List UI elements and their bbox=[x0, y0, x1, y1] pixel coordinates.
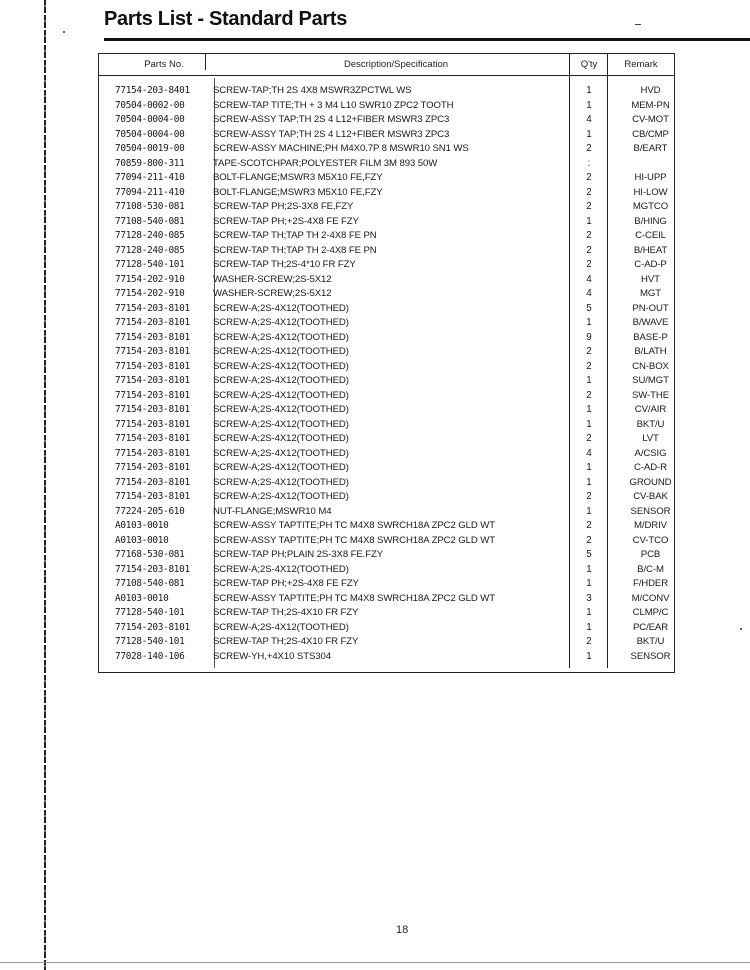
table-row bbox=[99, 418, 674, 433]
description-cell: SCREW-TAP PH;PLAIN 2S-3X8 FE.FZY bbox=[213, 549, 384, 560]
header-qty: Q'ty bbox=[580, 59, 598, 70]
remark-cell: BKT/U bbox=[636, 636, 665, 647]
description-cell: SCREW-A;2S-4X12(TOOTHED) bbox=[213, 331, 349, 343]
part-no-cell: 77154-203-8101 bbox=[115, 476, 190, 488]
description-cell: BOLT-FLANGE;MSWR3 M5X10 FE,FZY bbox=[213, 172, 383, 183]
description-cell: SCREW-ASSY TAPTITE;PH TC M4X8 SWRCH18A ZPC2 GLD WT bbox=[213, 592, 495, 604]
part-no-cell: 77128-240-085 bbox=[115, 230, 185, 241]
remark-cell: LVT bbox=[642, 433, 659, 444]
table-row bbox=[99, 229, 674, 244]
part-no-cell: 77154-203-8101 bbox=[115, 346, 190, 357]
table-row bbox=[99, 99, 674, 114]
qty-cell: 1 bbox=[586, 505, 592, 517]
qty-cell: 1 bbox=[586, 578, 592, 589]
description-cell: SCREW-TAP TITE;TH + 3 M4 L10 SWR10 ZPC2 TOOTH bbox=[213, 99, 454, 111]
remark-cell: GROUND bbox=[629, 476, 672, 488]
remark-cell: CV-TCO bbox=[632, 534, 669, 546]
part-no-cell: 77154-203-8101 bbox=[115, 462, 190, 473]
remark-cell: B/WAVE bbox=[632, 317, 669, 328]
description-cell: NUT-FLANGE;MSWR10 M4 bbox=[213, 505, 332, 517]
remark-cell: CV-BAK bbox=[633, 491, 668, 502]
description-cell: SCREW-A;2S-4X12(TOOTHED) bbox=[213, 302, 349, 314]
header-remark: Remark bbox=[624, 59, 658, 70]
remark-cell: PC/EAR bbox=[632, 621, 669, 633]
qty-cell: 2 bbox=[586, 534, 592, 546]
table-row bbox=[99, 592, 674, 607]
qty-cell: 2 bbox=[586, 520, 592, 531]
qty-cell: 1 bbox=[586, 85, 592, 96]
remark-cell: SW-THE bbox=[631, 389, 670, 401]
part-no-cell: A0103-0010 bbox=[115, 520, 169, 531]
remark-cell: A/CSIG bbox=[634, 447, 667, 459]
qty-cell: 1 bbox=[586, 607, 592, 618]
qty-cell: 1 bbox=[586, 99, 592, 111]
qty-cell: 4 bbox=[586, 288, 592, 299]
table-row bbox=[99, 258, 674, 273]
qty-cell: 1 bbox=[586, 317, 592, 328]
remark-cell: C-CEIL bbox=[635, 230, 666, 241]
table-row bbox=[99, 519, 674, 534]
bottom-rule bbox=[0, 962, 750, 963]
table-row bbox=[99, 635, 674, 650]
description-cell: SCREW-YH,+4X10 STS304 bbox=[213, 650, 331, 662]
qty-cell: 1 bbox=[586, 476, 592, 488]
table-row bbox=[99, 345, 674, 360]
part-no-cell: 70504-0004-00 bbox=[115, 128, 185, 140]
scan-speck bbox=[740, 628, 742, 630]
part-no-cell: 77154-203-8101 bbox=[115, 491, 190, 502]
table-row bbox=[99, 548, 674, 563]
remark-cell: M/DRIV bbox=[634, 520, 667, 531]
table-row bbox=[99, 316, 674, 331]
qty-cell: 2 bbox=[586, 186, 592, 198]
qty-cell: 1 bbox=[586, 563, 592, 575]
table-row bbox=[99, 331, 674, 346]
qty-cell: 2 bbox=[586, 259, 592, 270]
remark-cell: B/LATH bbox=[634, 346, 667, 357]
part-no-cell: 77028-140-106 bbox=[115, 650, 185, 662]
part-no-cell: 77094-211-410 bbox=[115, 172, 185, 183]
table-row bbox=[99, 447, 674, 462]
part-no-cell: 77154-203-8101 bbox=[115, 563, 190, 575]
description-cell: SCREW-A;2S-4X12(TOOTHED) bbox=[213, 447, 349, 459]
table-row bbox=[99, 461, 674, 476]
part-no-cell: 77154-202-910 bbox=[115, 273, 185, 285]
table-row bbox=[99, 157, 674, 172]
remark-cell: MGT bbox=[639, 288, 661, 299]
qty-cell: 2 bbox=[586, 346, 592, 357]
qty-cell: 2 bbox=[586, 433, 592, 444]
part-no-cell: 77108-530-081 bbox=[115, 201, 185, 212]
table-row bbox=[99, 476, 674, 491]
part-no-cell: A0103-0010 bbox=[115, 534, 169, 546]
description-cell: SCREW-TAP TH;2S-4X10 FR FZY bbox=[213, 636, 359, 647]
table-row bbox=[99, 128, 674, 143]
description-cell: SCREW-TAP;TH 2S 4X8 MSWR3ZPCTWL WS bbox=[213, 85, 412, 96]
qty-cell: 1 bbox=[586, 418, 592, 430]
description-cell: SCREW-A;2S-4X12(TOOTHED) bbox=[213, 476, 349, 488]
qty-cell: 2 bbox=[586, 244, 592, 256]
part-no-cell: 77128-540-101 bbox=[115, 636, 185, 647]
description-cell: SCREW-A;2S-4X12(TOOTHED) bbox=[213, 563, 349, 575]
remark-cell: B/EART bbox=[633, 143, 668, 154]
part-no-cell: 77154-202-910 bbox=[115, 288, 185, 299]
description-cell: SCREW-A;2S-4X12(TOOTHED) bbox=[213, 418, 349, 430]
part-no-cell: 77128-540-101 bbox=[115, 259, 185, 270]
part-no-cell: 77154-203-8101 bbox=[115, 433, 190, 444]
parts-table bbox=[98, 53, 675, 673]
remark-cell: HVT bbox=[641, 273, 660, 285]
qty-cell: 1 bbox=[586, 375, 592, 386]
table-row bbox=[99, 505, 674, 520]
page-title: Parts List - Standard Parts bbox=[104, 8, 348, 30]
remark-cell: MGTCO bbox=[632, 201, 669, 212]
part-no-cell: 77154-203-8101 bbox=[115, 389, 190, 401]
table-row bbox=[99, 84, 674, 99]
description-cell: SCREW-A;2S-4X12(TOOTHED) bbox=[213, 375, 349, 386]
remark-cell: HI-LOW bbox=[633, 186, 668, 198]
table-row bbox=[99, 142, 674, 157]
part-no-cell: 77108-540-081 bbox=[115, 215, 185, 227]
table-row bbox=[99, 287, 674, 302]
table-row bbox=[99, 534, 674, 549]
description-cell: SCREW-A;2S-4X12(TOOTHED) bbox=[213, 346, 349, 357]
table-row bbox=[99, 374, 674, 389]
qty-cell: 9 bbox=[586, 331, 592, 343]
qty-cell: : bbox=[587, 157, 591, 169]
part-no-cell: 77154-203-8101 bbox=[115, 302, 190, 314]
description-cell: SCREW-ASSY TAPTITE;PH TC M4X8 SWRCH18A ZPC2 GLD WT bbox=[213, 520, 495, 531]
table-row bbox=[99, 621, 674, 636]
description-cell: SCREW-A;2S-4X12(TOOTHED) bbox=[213, 491, 349, 502]
remark-cell: CV/AIR bbox=[634, 404, 667, 415]
remark-cell: SENSOR bbox=[630, 650, 671, 662]
binding-edge bbox=[44, 0, 46, 970]
remark-cell: CLMP/C bbox=[632, 607, 669, 618]
part-no-cell: 77128-540-101 bbox=[115, 607, 185, 618]
description-cell: SCREW-TAP PH;2S-3X8 FE,FZY bbox=[213, 201, 354, 212]
remark-cell: C-AD-P bbox=[634, 259, 667, 270]
table-row bbox=[99, 244, 674, 259]
part-no-cell: 77224-205-610 bbox=[115, 505, 185, 517]
description-cell: SCREW-A;2S-4X12(TOOTHED) bbox=[213, 389, 349, 401]
part-no-cell: 77154-203-8101 bbox=[115, 331, 190, 343]
remark-cell: CN-BOX bbox=[632, 360, 669, 372]
remark-cell: C-AD-R bbox=[634, 462, 667, 473]
qty-cell: 5 bbox=[586, 302, 592, 314]
description-cell: WASHER-SCREW;2S-5X12 bbox=[213, 288, 332, 299]
remark-cell: BASE-P bbox=[633, 331, 668, 343]
qty-cell: 1 bbox=[586, 404, 592, 415]
qty-cell: 1 bbox=[586, 621, 592, 633]
column-divider bbox=[205, 54, 206, 70]
table-row bbox=[99, 606, 674, 621]
part-no-cell: 77154-203-8101 bbox=[115, 447, 190, 459]
table-row bbox=[99, 490, 674, 505]
remark-cell: PCB bbox=[640, 549, 661, 560]
part-no-cell: 70504-0002-00 bbox=[115, 99, 185, 111]
remark-cell: B/C-M bbox=[637, 563, 664, 575]
qty-cell: 2 bbox=[586, 636, 592, 647]
qty-cell: 1 bbox=[586, 462, 592, 473]
description-cell: SCREW-A;2S-4X12(TOOTHED) bbox=[213, 621, 349, 633]
table-body bbox=[99, 84, 674, 664]
table-row bbox=[99, 171, 674, 186]
title-underline bbox=[104, 38, 750, 41]
remark-cell: B/HING bbox=[634, 215, 667, 227]
table-row bbox=[99, 113, 674, 128]
qty-cell: 2 bbox=[586, 172, 592, 183]
description-cell: SCREW-TAP TH;2S-4X10 FR FZY bbox=[213, 607, 359, 618]
table-row bbox=[99, 360, 674, 375]
table-row bbox=[99, 215, 674, 230]
qty-cell: 2 bbox=[586, 360, 592, 372]
part-no-cell: 77094-211-410 bbox=[115, 186, 185, 198]
description-cell: SCREW-A;2S-4X12(TOOTHED) bbox=[213, 462, 349, 473]
part-no-cell: 70504-0019-00 bbox=[115, 143, 185, 154]
remark-cell: BKT/U bbox=[636, 418, 665, 430]
qty-cell: 2 bbox=[586, 143, 592, 154]
table-row bbox=[99, 432, 674, 447]
description-cell: SCREW-A;2S-4X12(TOOTHED) bbox=[213, 317, 349, 328]
part-no-cell: 77108-540-081 bbox=[115, 578, 185, 589]
description-cell: SCREW-ASSY TAPTITE;PH TC M4X8 SWRCH18A ZPC2 GLD WT bbox=[213, 534, 495, 546]
remark-cell: MEM-PN bbox=[631, 99, 670, 111]
remark-cell: CB/CMP bbox=[632, 128, 669, 140]
part-no-cell: 77154-203-8101 bbox=[115, 375, 190, 386]
part-no-cell: 77128-240-085 bbox=[115, 244, 185, 256]
description-cell: SCREW-ASSY MACHINE;PH M4X0.7P 8 MSWR10 SN1 WS bbox=[213, 143, 469, 154]
description-cell: SCREW-ASSY TAP;TH 2S 4 L12+FIBER MSWR3 ZPC3 bbox=[213, 114, 450, 125]
table-row bbox=[99, 273, 674, 288]
description-cell: SCREW-TAP TH;2S-4*10 FR FZY bbox=[213, 259, 356, 270]
description-cell: SCREW-A;2S-4X12(TOOTHED) bbox=[213, 360, 349, 372]
scan-speck bbox=[63, 31, 65, 33]
description-cell: SCREW-A;2S-4X12(TOOTHED) bbox=[213, 404, 349, 415]
description-cell: TAPE-SCOTCHPAR;POLYESTER FILM 3M 893 50W bbox=[213, 157, 438, 169]
qty-cell: 2 bbox=[586, 201, 592, 212]
qty-cell: 1 bbox=[586, 215, 592, 227]
remark-cell: B/HEAT bbox=[633, 244, 668, 256]
scan-mark bbox=[635, 24, 641, 25]
description-cell: BOLT-FLANGE;MSWR3 M5X10 FE,FZY bbox=[213, 186, 383, 198]
remark-cell: M/CONV bbox=[631, 592, 670, 604]
description-cell: SCREW-ASSY TAP;TH 2S 4 L12+FIBER MSWR3 ZPC3 bbox=[213, 128, 450, 140]
part-no-cell: 77154-203-8101 bbox=[115, 404, 190, 415]
description-cell: SCREW-TAP PH;+2S-4X8 FE FZY bbox=[213, 578, 359, 589]
qty-cell: 2 bbox=[586, 230, 592, 241]
remark-cell: PN-OUT bbox=[632, 302, 669, 314]
qty-cell: 4 bbox=[586, 273, 592, 285]
table-header bbox=[99, 54, 674, 76]
qty-cell: 5 bbox=[586, 549, 592, 560]
qty-cell: 3 bbox=[586, 592, 592, 604]
part-no-cell: A0103-0010 bbox=[115, 592, 169, 604]
table-row bbox=[99, 563, 674, 578]
description-cell: WASHER-SCREW;2S-5X12 bbox=[213, 273, 332, 285]
remark-cell: SENSOR bbox=[630, 505, 671, 517]
table-row bbox=[99, 200, 674, 215]
description-cell: SCREW-TAP TH;TAP TH 2-4X8 FE PN bbox=[213, 230, 377, 241]
table-row bbox=[99, 302, 674, 317]
table-row bbox=[99, 577, 674, 592]
table-row bbox=[99, 650, 674, 665]
description-cell: SCREW-A;2S-4X12(TOOTHED) bbox=[213, 433, 349, 444]
remark-cell: HVD bbox=[640, 85, 661, 96]
qty-cell: 2 bbox=[586, 491, 592, 502]
part-no-cell: 77154-203-8101 bbox=[115, 317, 190, 328]
part-no-cell: 70504-0004-00 bbox=[115, 114, 185, 125]
qty-cell: 1 bbox=[586, 128, 592, 140]
header-description: Description/Specification bbox=[343, 59, 449, 70]
table-row bbox=[99, 389, 674, 404]
table-row bbox=[99, 403, 674, 418]
remark-cell: CV-MOT bbox=[632, 114, 669, 125]
remark-cell: F/HDER bbox=[632, 578, 669, 589]
qty-cell: 1 bbox=[586, 650, 592, 662]
part-no-cell: 70859-800-311 bbox=[115, 157, 185, 169]
table-row bbox=[99, 186, 674, 201]
part-no-cell: 77154-203-8101 bbox=[115, 621, 190, 633]
part-no-cell: 77154-203-8101 bbox=[115, 360, 190, 372]
qty-cell: 4 bbox=[586, 447, 592, 459]
description-cell: SCREW-TAP PH;+2S-4X8 FE FZY bbox=[213, 215, 359, 227]
part-no-cell: 77168-530-081 bbox=[115, 549, 185, 560]
remark-cell: SU/MGT bbox=[632, 375, 669, 386]
remark-cell: HI-UPP bbox=[634, 172, 667, 183]
part-no-cell: 77154-203-8401 bbox=[115, 85, 190, 96]
part-no-cell: 77154-203-8101 bbox=[115, 418, 190, 430]
page-number: 18 bbox=[396, 924, 409, 936]
description-cell: SCREW-TAP TH;TAP TH 2-4X8 FE PN bbox=[213, 244, 377, 256]
qty-cell: 2 bbox=[586, 389, 592, 401]
header-part-no: Parts No. bbox=[144, 59, 184, 70]
qty-cell: 4 bbox=[586, 114, 592, 125]
